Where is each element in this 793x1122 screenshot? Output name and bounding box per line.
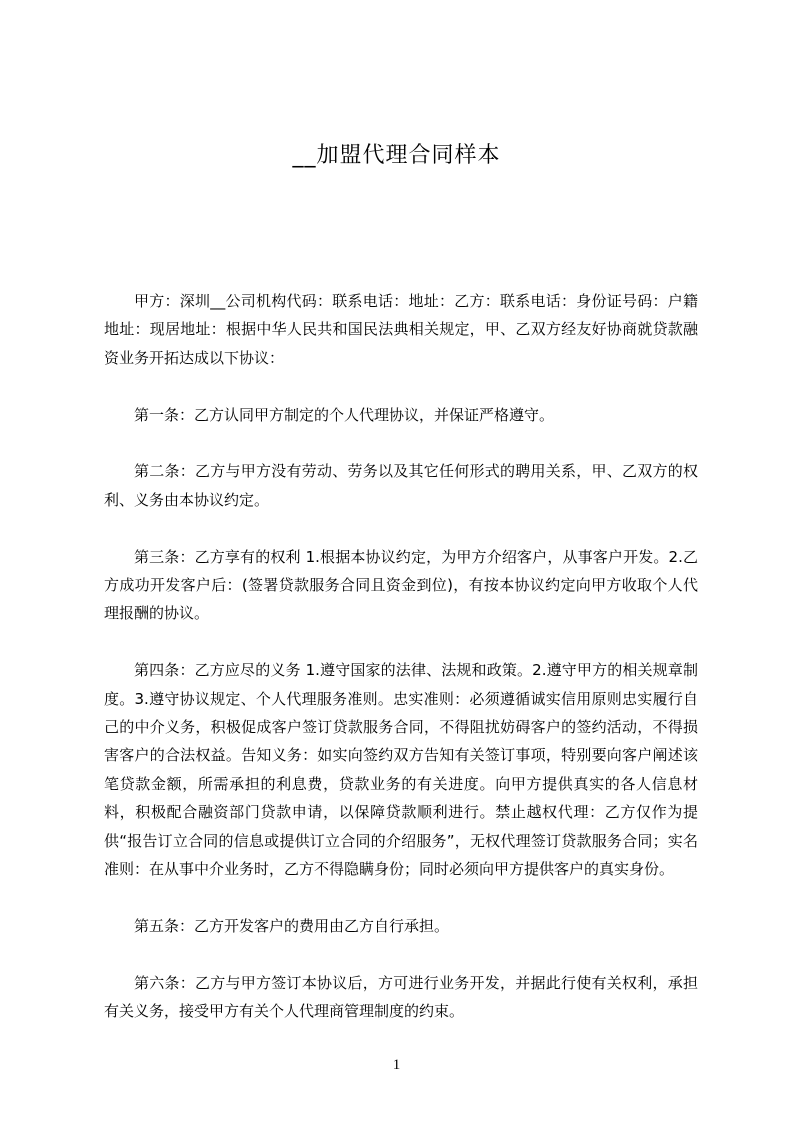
page-number: 1 <box>392 1057 401 1073</box>
article-1-paragraph: 第一条：乙方认同甲方制定的个人代理协议，并保证严格遵守。 <box>134 405 555 424</box>
article-2-paragraph: 第二条：乙方与甲方没有劳动、劳务以及其它任何形式的聘用关系，甲、乙双方的权利、义务由本协议约定。 <box>104 462 698 509</box>
article-5-paragraph: 第五条：乙方开发客户的费用由乙方自行承担。 <box>134 916 450 935</box>
article-6-paragraph: 第六条：乙方与甲方签订本协议后，方可进行业务开发，并据此行使有关权利，承担有关义务，接受甲方有关个人代理商管理制度的约束。 <box>104 973 698 1021</box>
preamble-paragraph: 甲方：深圳__公司机构代码：联系电话：地址：乙方：联系电话：身份证号码：户籍地址：现居地址：根据中华人民共和国民法典相关规定，甲、乙双方经友好协商就贷款融资业务开拓达成以下协议： <box>104 292 698 367</box>
document-body <box>104 287 698 1025</box>
article-4-paragraph: 第四条：乙方应尽的义务 1.遵守国家的法律、法规和政策。2.遵守甲方的相关规章制度。3.遵守协议规定、个人代理服务准则。忠实准则：必须遵循诚实信用原则忠实履行自己的中介义务，积极促成客户签订贷款服务合同，不得阻扰妨碍客户的签约活动，不得损害客户的合法权益。告知义务：如实向签约双方告知有关签订事项，特别要向客户阐述该笔贷款金额，所需承担的利息费，贷款业务的有关进度。向甲方提供真实的各人信息材料，积极配合融资部门贷款申请，以保障贷款顺利进行。禁止越权代理：乙方仅作为提供“报告订立合同的信息或提供订立合同的介绍服务”，无权代理签订贷款服务合同；实名准则：在从事中介业务时，乙方不得隐瞒身份；同时必须向甲方提供客户的真实身份。 <box>104 661 698 879</box>
article-3-paragraph: 第三条：乙方享有的权利 1.根据本协议约定，为甲方介绍客户，从事客户开发。2.乙方成功开发客户后：(签署贷款服务合同且资金到位)，有按本协议约定向甲方收取个人代理报酬的协议。 <box>104 547 698 623</box>
document-title: __加盟代理合同样本 <box>292 143 501 168</box>
